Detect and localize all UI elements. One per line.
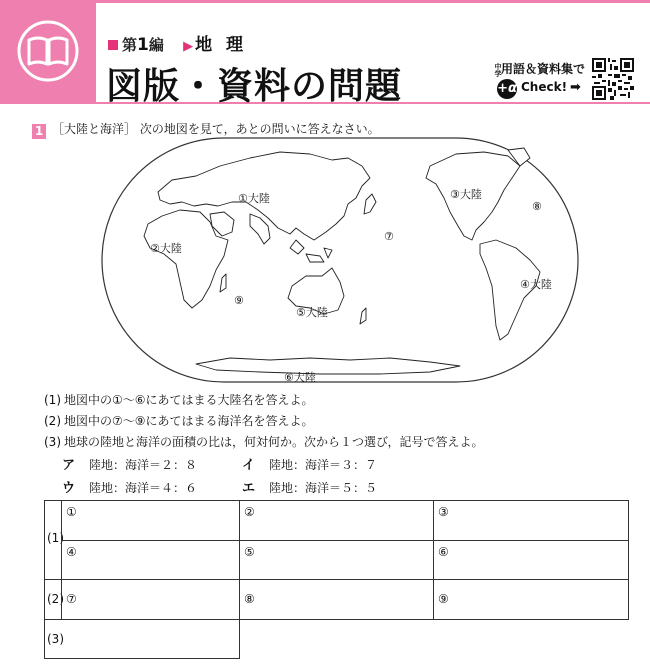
box-label: ③ [438,505,449,519]
map-label-o7: ⑦ [384,230,394,243]
section-tile [0,0,96,104]
part-number: 1 [137,35,149,55]
answer-box-c2[interactable] [239,500,434,541]
answer-box-o7[interactable] [61,579,240,620]
part-unit: 編 [148,36,164,54]
map-label-o8: ⑧ [532,200,542,213]
page-title: 図版・資料の問題 [106,66,403,107]
ref-prefix: 中学 [494,62,502,77]
answer-box-o9[interactable] [433,579,629,620]
reference-label [494,60,584,77]
map-label-c1: ①大陸 [238,192,270,205]
check-link[interactable] [490,78,590,100]
answer-box-c5[interactable] [239,540,434,580]
answer-box-c3[interactable] [433,500,629,541]
choice-text: 陸地：海洋＝５：５ [269,481,378,495]
sub-question-1 [44,390,484,411]
arrow-right-icon: ➡ [570,80,581,95]
map-label-o9: ⑨ [234,294,244,307]
box-label: ⑨ [438,592,449,606]
choice-text: 陸地：海洋＝３：７ [269,458,378,472]
section-meta [108,30,247,55]
sub-question-2 [44,411,484,432]
sub-questions [44,390,484,453]
box-label: ⑦ [66,592,77,606]
answer-box-c1[interactable] [61,500,240,541]
triangle-marker-icon: ▶ [183,39,194,54]
box-label: ⑥ [438,545,449,559]
choice-key: ウ [62,481,76,496]
sub-question-3 [44,432,484,453]
map-label-c3: ③大陸 [450,188,482,201]
answer-box-c4[interactable] [61,540,240,580]
box-label: ④ [66,545,77,559]
sub-question-number: (1) [44,393,61,407]
box-label: ① [66,505,77,519]
part-label: 第 [122,36,138,54]
map-label-c2: ②大陸 [150,242,182,255]
box-label: ⑤ [244,545,255,559]
world-map [100,136,580,384]
box-label: ② [244,505,255,519]
box-label: ⑧ [244,592,255,606]
map-label-c4: ④大陸 [520,278,552,291]
qr-code-icon[interactable] [592,58,634,100]
choice-text: 陸地：海洋＝２：８ [89,458,198,472]
map-label-c6: ⑥大陸 [284,371,316,384]
question-number: 1 [32,124,46,139]
row-label: (1) [47,531,64,545]
sub-question-text: 地球の陸地と海洋の面積の比は，何対何か。次から１つ選び，記号で答えよ。 [64,435,484,449]
answer-row-label-2 [44,579,62,620]
sub-question-number: (3) [44,435,61,449]
answer-row-label-1 [44,500,62,580]
choice-a[interactable] [62,454,197,473]
choice-key: エ [242,481,256,496]
choice-key: イ [242,458,256,473]
answer-box-ratio[interactable] [44,619,240,659]
square-marker-icon [108,40,118,50]
choice-e[interactable] [242,477,377,496]
sub-question-number: (2) [44,414,61,428]
header-top-rule [96,0,650,3]
check-text: Check! [521,80,568,94]
plus-alpha-badge: +α [497,79,517,99]
question-text: ［大陸と海洋］ 次の地図を見て，あとの問いに答えなさい。 [52,122,380,136]
row-label: (3) [47,632,64,646]
choice-text: 陸地：海洋＝４：６ [89,481,198,495]
map-label-c5: ⑤大陸 [296,306,328,319]
answer-box-o8[interactable] [239,579,434,620]
choice-i[interactable] [242,454,377,473]
sub-question-text: 地図中の①～⑥にあてはまる大陸名を答えよ。 [64,393,314,407]
sub-question-text: 地図中の⑦～⑨にあてはまる海洋名を答えよ。 [64,414,314,428]
ref-text: 用語＆資料集で [501,62,586,76]
answer-box-c6[interactable] [433,540,629,580]
row-label: (2) [47,592,64,606]
field-label: 地 理 [195,35,248,55]
header [0,0,650,107]
choice-key: ア [62,458,76,473]
choice-u[interactable] [62,477,197,496]
open-book-icon [17,20,79,82]
